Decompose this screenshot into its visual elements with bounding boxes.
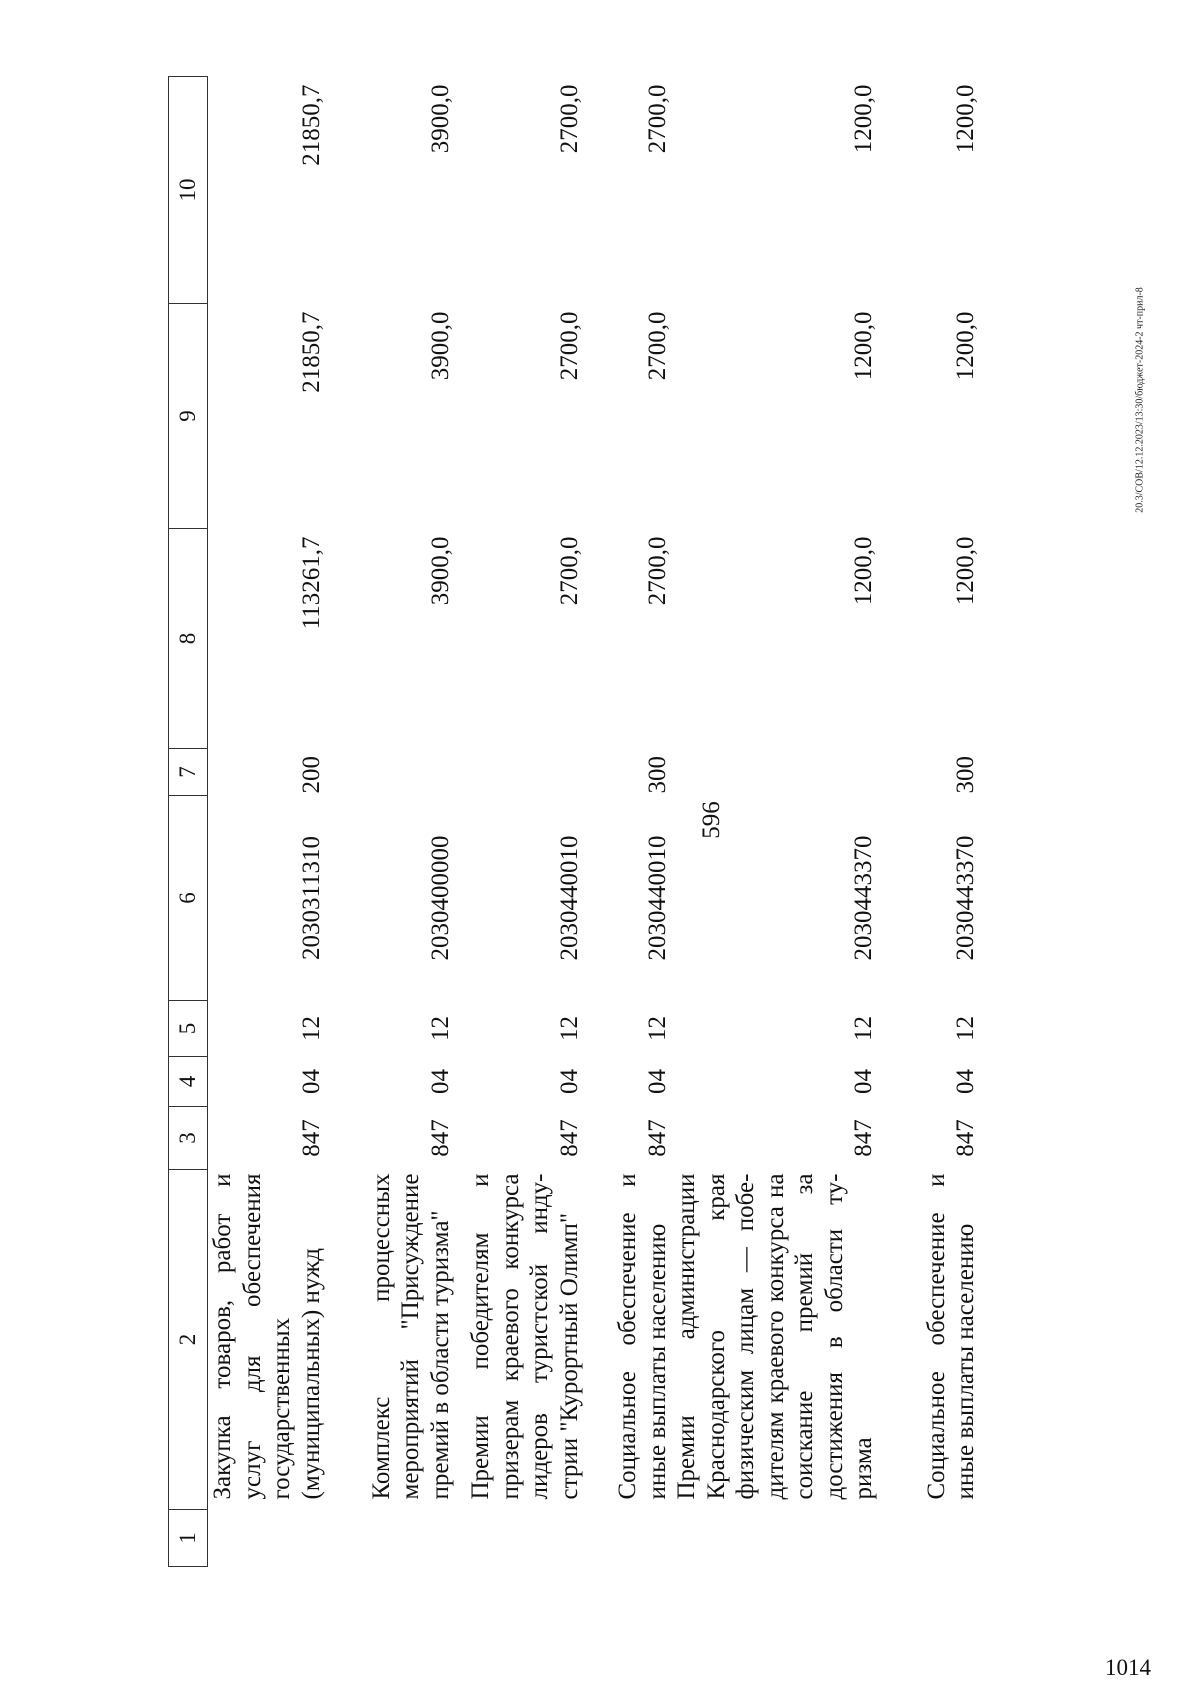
cell-pr: 12 [952, 1016, 979, 1041]
page-number: 596 [698, 801, 725, 839]
table-row [455, 77, 584, 1567]
cell-rz: 04 [850, 1069, 877, 1094]
cell-amount-8: 1200,0 [952, 536, 979, 606]
cell-amount-9: 3900,0 [426, 311, 454, 381]
cell-pr: 12 [297, 1016, 325, 1041]
cell-csr: 2030443370 [952, 835, 979, 961]
header-row [169, 77, 208, 1567]
cell-amount-8: 113261,7 [297, 536, 325, 630]
cell-empty [455, 1510, 584, 1567]
cell-pr: 12 [426, 1016, 454, 1041]
cell-csr: 2030440010 [643, 835, 671, 961]
cell-name: Комплекс процессных мероприятий "Присуждение премий в области туризма" [367, 1173, 454, 1500]
document-id: 20.3/СОВ/12.12.2023/13:30/бюджет-2024-2 чт-прил-8 [1134, 287, 1146, 513]
cell-pr: 12 [555, 1016, 583, 1041]
header-col-3: 3 [169, 1107, 208, 1170]
rotated-table-area [168, 77, 998, 1567]
cell-pr: 12 [643, 1016, 671, 1041]
header-col-8: 8 [169, 529, 208, 749]
cell-csr: 2030440010 [555, 835, 583, 961]
cell-amount-9: 1200,0 [850, 311, 877, 381]
table-row [672, 77, 879, 1567]
header-col-6: 6 [169, 796, 208, 1001]
cell-amount-10: 2700,0 [643, 84, 671, 154]
table-row [879, 77, 981, 1567]
cell-rz: 04 [952, 1069, 979, 1094]
cell-name: Премии победителям и призерам краевого конкурса лидеров туристской индустрии "Курортный Олимп" [467, 1173, 583, 1500]
table-row [208, 77, 327, 1567]
cell-amount-10: 21850,7 [297, 84, 325, 166]
cell-name: Социальное обеспечение и иные выплаты населению [614, 1173, 671, 1500]
cell-empty [326, 1510, 455, 1567]
cell-amount-9: 1200,0 [952, 311, 979, 381]
cell-amount-9: 21850,7 [297, 311, 325, 393]
cell-amount-8: 1200,0 [850, 536, 877, 606]
cell-amount-8: 3900,0 [426, 536, 454, 606]
cell-vr [326, 749, 455, 796]
cell-ved: 847 [952, 1119, 979, 1157]
cell-vr [455, 749, 584, 796]
cell-name: Премии администрации Краснодарского края физическим лицам — победителям краевого конкурса на соискание премий за достижения в области туризма [673, 1173, 877, 1500]
cell-ved: 847 [297, 1119, 325, 1157]
header-col-1: 1 [169, 1510, 208, 1567]
cell-amount-8: 2700,0 [643, 536, 671, 606]
cell-rz: 04 [426, 1069, 454, 1094]
cell-csr: 2030443370 [850, 835, 877, 961]
cell-empty [584, 1510, 672, 1567]
cell-ved: 847 [555, 1119, 583, 1157]
cell-empty [208, 1510, 327, 1567]
table-row [584, 77, 672, 1567]
cell-amount-10: 1200,0 [850, 84, 877, 154]
cell-amount-9: 2700,0 [643, 311, 671, 381]
cell-ved: 847 [850, 1119, 877, 1157]
cell-rz: 04 [555, 1069, 583, 1094]
header-col-7: 7 [169, 749, 208, 796]
cell-vr: 200 [297, 756, 325, 794]
cell-ved: 847 [643, 1119, 671, 1157]
cell-rz: 04 [297, 1069, 325, 1094]
cell-vr [672, 749, 879, 796]
header-col-4: 4 [169, 1057, 208, 1107]
cell-empty [672, 1510, 879, 1567]
budget-table [168, 76, 981, 1567]
cell-name: Закупка товаров, работ и услуг для обеспечения государственных (муниципальных) нужд [209, 1173, 325, 1500]
header-col-10: 10 [169, 77, 208, 304]
header-col-5: 5 [169, 1001, 208, 1057]
cell-empty [879, 1510, 981, 1567]
footer-page-number: 1014 [1105, 1655, 1151, 1680]
cell-pr: 12 [850, 1016, 877, 1041]
cell-ved: 847 [426, 1119, 454, 1157]
header-col-9: 9 [169, 304, 208, 529]
cell-amount-9: 2700,0 [555, 311, 583, 381]
cell-amount-10: 3900,0 [426, 84, 454, 154]
table-row [326, 77, 455, 1567]
cell-rz: 04 [643, 1069, 671, 1094]
cell-amount-10: 1200,0 [952, 84, 979, 154]
cell-amount-8: 2700,0 [555, 536, 583, 606]
cell-vr: 300 [643, 756, 671, 794]
cell-vr: 300 [952, 756, 979, 794]
cell-name: Социальное обеспечение и иные выплаты населению [922, 1173, 979, 1500]
header-col-2: 2 [169, 1170, 208, 1510]
cell-csr: 2030400000 [426, 835, 454, 961]
cell-amount-10: 2700,0 [555, 84, 583, 154]
cell-csr: 2030311310 [297, 835, 325, 961]
